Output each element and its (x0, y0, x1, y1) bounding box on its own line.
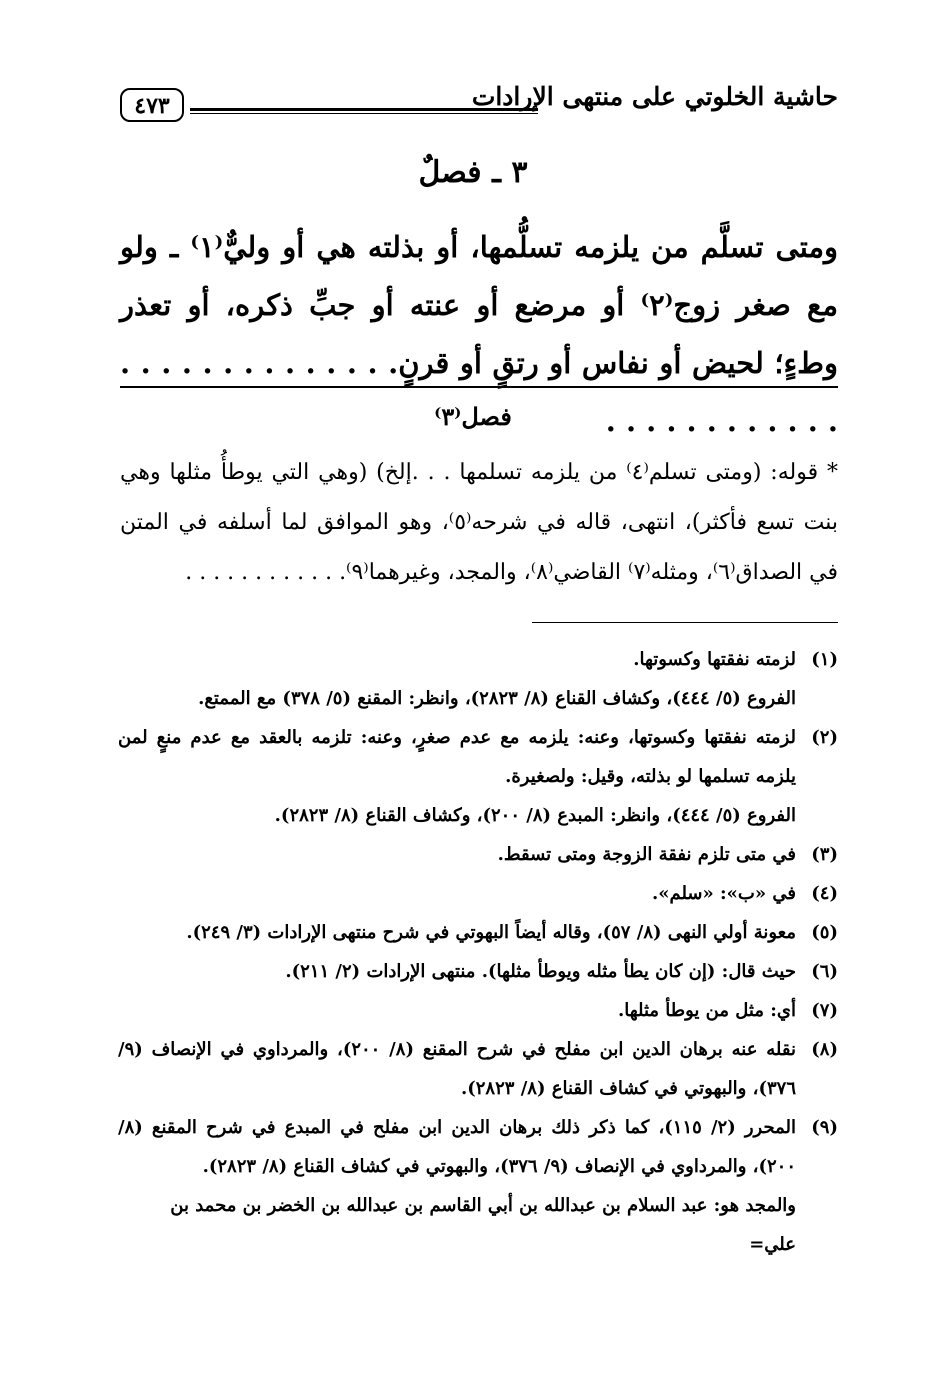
footnote-reference: الفروع (٥/ ٤٤٤)، وانظر: المبدع (٨/ ٢٠٠)، وكشاف القناع (٨/ ٢٨٢٣). (274, 805, 796, 826)
footnote-number: (٧) (811, 1000, 838, 1021)
footnote (118, 640, 838, 718)
footnote-text: لزمته نفقتها وكسوتها. (633, 649, 796, 670)
footnote-divider (532, 622, 838, 623)
footnote-text: في متى تلزم نفقة الزوجة ومتى تسقط. (497, 844, 796, 865)
commentary-heading: فصل⁽٣⁾ (434, 402, 512, 431)
book-title: حاشية الخلوتي على منتهى الإرادات (471, 82, 838, 111)
header-rule (190, 108, 538, 114)
section-heading: ٣ ـ فصلٌ (418, 155, 528, 190)
footnote-text: لزمته نفقتها وكسوتها، وعنه: يلزمه مع عدم صغرٍ، وعنه: تلزمه بالعقد مع عدم منعٍ لمن يلزمه تسلمها لو بذلته، وقيل: ولصغيرة. (118, 727, 796, 787)
footnote-number: (٤) (811, 883, 838, 904)
footnote-number: (٦) (811, 961, 838, 982)
commentary-text: * قوله: (ومتى تسلم⁽٤⁾ من يلزمه تسلمها . . .إلخ) (وهي التي يوطأُ مثلها وهي بنت تسع فأكثر)، انتهى، قاله في شرحه⁽٥⁾، وهو الموافق لما أسلفه في المتن في الصداق⁽٦⁾، ومثله⁽٧⁾ القاضي⁽٨⁾، والمجد، وغيرهما⁽٩⁾. . . . . . . . . . . . (120, 460, 838, 585)
footnote (118, 1108, 838, 1186)
footnote-text: المحرر (٢/ ١١٥)، كما ذكر ذلك برهان الدين ابن مفلح في المبدع في شرح المقنع (٨/ ٢٠٠)، والمرداوي في الإنصاف (٩/ ٣٧٦)، والبهوتي في كشاف القناع (٨/ ٢٨٢٣). (118, 1117, 796, 1177)
footnote-number: (٣) (811, 844, 838, 865)
main-text: ومتى تسلَّم من يلزمه تسلُّمها، أو بذلته هي أو وليٌّ⁽١⁾ ـ ولو مع صغر زوج⁽٢⁾ أو مرضع أو عنته أو جبِّ ذكره، أو تعذر وطءٍ؛ لحيض أو نفاس أو رتقٍ أو قرنٍ. . . . . . . . . . . . . . . . . . . . . . . . . . (120, 230, 838, 438)
page-header (120, 78, 838, 128)
footnote (118, 874, 838, 913)
page-number: ٤٧٣ (120, 88, 184, 122)
footnote-number: (٢) (811, 727, 838, 748)
main-text-divider (120, 386, 838, 388)
footnote-number: (٥) (811, 922, 838, 943)
footnote (118, 835, 838, 874)
footnote (118, 991, 838, 1030)
footnote-number: (٩) (811, 1117, 838, 1138)
footnotes (118, 640, 838, 1264)
footnote-continuation: والمجد هو: عبد السلام بن عبدالله بن أبي القاسم بن عبدالله بن الخضر بن محمد بن علي= (170, 1195, 796, 1255)
footnote-number: (٨) (811, 1039, 838, 1060)
footnote (118, 718, 838, 835)
footnote (118, 952, 838, 991)
footnote-text: نقله عنه برهان الدين ابن مفلح في شرح المقنع (٨/ ٢٠٠)، والمرداوي في الإنصاف (٩/ ٣٧٦)، والبهوتي في كشاف القناع (٨/ ٢٨٢٣). (118, 1039, 796, 1099)
footnote-text: في «ب»: «سلم». (651, 883, 796, 904)
footnote-text: معونة أولي النهى (٨/ ٥٧)، وقاله أيضاً البهوتي في شرح منتهى الإرادات (٣/ ٢٤٩). (186, 922, 796, 943)
footnote-text: أي: مثل من يوطأ مثلها. (617, 1000, 796, 1021)
footnote-reference: الفروع (٥/ ٤٤٤)، وكشاف القناع (٨/ ٢٨٢٣)، وانظر: المقنع (٥/ ٣٧٨) مع الممتع. (198, 688, 796, 709)
footnote-number: (١) (811, 649, 838, 670)
footnote (118, 1030, 838, 1108)
footnote (118, 913, 838, 952)
footnote-text: حيث قال: (إن كان يطأ مثله ويوطأ مثلها). منتهى الإرادات (٢/ ٢١١). (285, 961, 796, 982)
